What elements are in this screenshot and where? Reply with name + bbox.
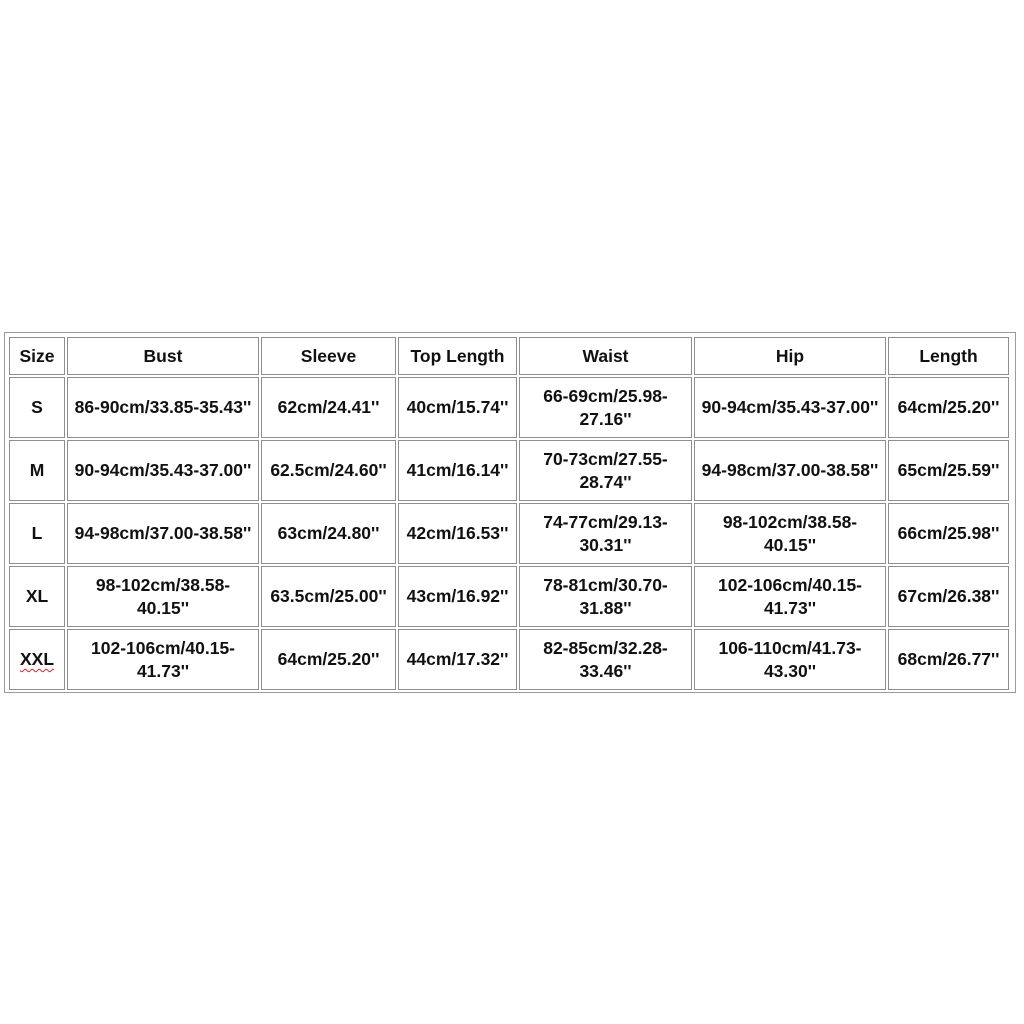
cell-hip: 94-98cm/37.00-38.58'' <box>694 440 886 501</box>
cell-hip: 106-110cm/41.73-43.30'' <box>694 629 886 690</box>
cell-waist: 78-81cm/30.70-31.88'' <box>519 566 692 627</box>
cell-sleeve: 63.5cm/25.00'' <box>261 566 396 627</box>
cell-top-length: 42cm/16.53'' <box>398 503 517 564</box>
cell-bust: 94-98cm/37.00-38.58'' <box>67 503 259 564</box>
cell-length: 67cm/26.38'' <box>888 566 1009 627</box>
cell-top-length: 44cm/17.32'' <box>398 629 517 690</box>
header-sleeve: Sleeve <box>261 337 396 375</box>
cell-size <box>9 629 65 690</box>
header-length: Length <box>888 337 1009 375</box>
cell-length: 66cm/25.98'' <box>888 503 1009 564</box>
cell-size: M <box>9 440 65 501</box>
cell-waist: 70-73cm/27.55-28.74'' <box>519 440 692 501</box>
table-row <box>9 629 1009 690</box>
cell-bust: 102-106cm/40.15-41.73'' <box>67 629 259 690</box>
header-top-length: Top Length <box>398 337 517 375</box>
cell-waist: 74-77cm/29.13-30.31'' <box>519 503 692 564</box>
size-chart-frame <box>4 332 1016 693</box>
cell-hip: 98-102cm/38.58-40.15'' <box>694 503 886 564</box>
header-row <box>9 337 1009 375</box>
cell-hip: 102-106cm/40.15-41.73'' <box>694 566 886 627</box>
cell-waist: 66-69cm/25.98-27.16'' <box>519 377 692 438</box>
cell-size: S <box>9 377 65 438</box>
cell-length: 68cm/26.77'' <box>888 629 1009 690</box>
header-waist: Waist <box>519 337 692 375</box>
size-chart-table <box>7 335 1011 692</box>
cell-sleeve: 63cm/24.80'' <box>261 503 396 564</box>
table-row <box>9 377 1009 438</box>
cell-sleeve: 64cm/25.20'' <box>261 629 396 690</box>
cell-size: XL <box>9 566 65 627</box>
cell-top-length: 41cm/16.14'' <box>398 440 517 501</box>
cell-waist: 82-85cm/32.28-33.46'' <box>519 629 692 690</box>
cell-bust: 90-94cm/35.43-37.00'' <box>67 440 259 501</box>
cell-top-length: 43cm/16.92'' <box>398 566 517 627</box>
header-size: Size <box>9 337 65 375</box>
table-row <box>9 566 1009 627</box>
cell-size: L <box>9 503 65 564</box>
cell-top-length: 40cm/15.74'' <box>398 377 517 438</box>
cell-bust: 98-102cm/38.58-40.15'' <box>67 566 259 627</box>
cell-sleeve: 62.5cm/24.60'' <box>261 440 396 501</box>
table-row <box>9 503 1009 564</box>
table-row <box>9 440 1009 501</box>
cell-hip: 90-94cm/35.43-37.00'' <box>694 377 886 438</box>
cell-length: 64cm/25.20'' <box>888 377 1009 438</box>
cell-sleeve: 62cm/24.41'' <box>261 377 396 438</box>
header-hip: Hip <box>694 337 886 375</box>
size-xxl-label: XXL <box>19 649 55 669</box>
cell-length: 65cm/25.59'' <box>888 440 1009 501</box>
header-bust: Bust <box>67 337 259 375</box>
cell-bust: 86-90cm/33.85-35.43'' <box>67 377 259 438</box>
